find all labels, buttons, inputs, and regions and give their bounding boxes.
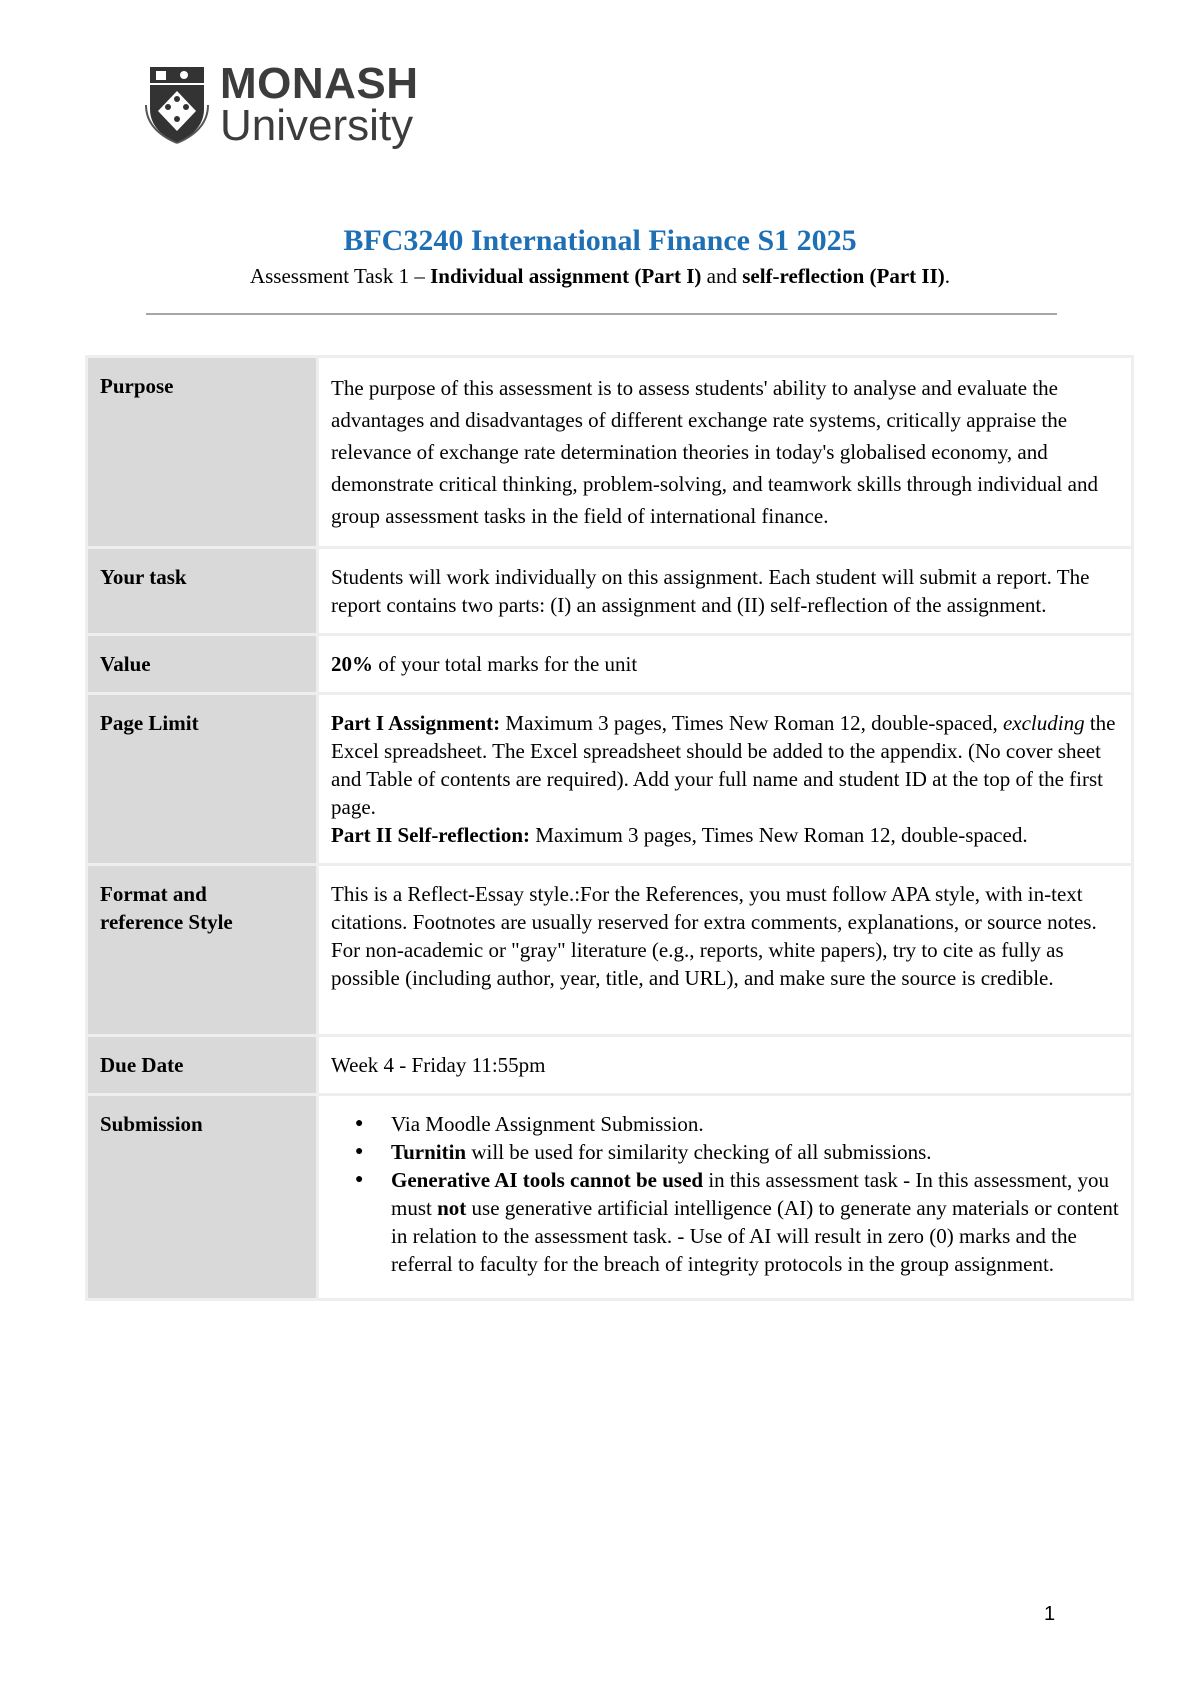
submission-bullet-1 [391, 1110, 1119, 1138]
monash-crest-icon [144, 65, 210, 145]
submission-label: Submission [88, 1096, 316, 1298]
logo-wordmark [220, 59, 419, 150]
part-1-text-b: the Excel spreadsheet. The Excel spreadsheet should be added to the appendix. (No cover sheet and Table of contents are required). Add your full name and student ID at the top of the first page. [331, 711, 1116, 819]
subtitle-end: . [944, 264, 951, 288]
your-task-value: Students will work individually on this assignment. Each student will submit a report. The report contains two parts: (I) an assignment and (II) self-reflection of the assignment. [319, 549, 1131, 633]
part-1-heading: Part I Assignment: [331, 711, 501, 735]
row-value [88, 636, 1131, 692]
page-limit-part-2 [331, 821, 1119, 849]
row-due-date [88, 1037, 1131, 1093]
part-2-text: Maximum 3 pages, Times New Roman 12, double-spaced. [530, 823, 1028, 847]
submission-list [331, 1110, 1119, 1278]
subtitle-prefix: Assessment Task 1 – [249, 264, 431, 288]
document-subtitle [0, 264, 1200, 289]
bullet-2-bold: Turnitin [391, 1140, 467, 1164]
bullet-3-text-b: use generative artificial intelligence (AI) to generate any materials or content in relation to the assessment task. - Use of AI will result in zero (0) marks and the referral to faculty for the breach of integrity protocols in the group assignment. [391, 1196, 1119, 1276]
row-page-limit [88, 695, 1131, 863]
due-date-value: Week 4 - Friday 11:55pm [319, 1037, 1131, 1093]
page-number: 1 [1044, 1603, 1056, 1625]
page-limit-part-1 [331, 709, 1119, 821]
purpose-label: Purpose [88, 358, 316, 546]
format-label-line-1: Format and [100, 882, 207, 906]
page-limit-label: Page Limit [88, 695, 316, 863]
logo-line-1: MONASH [220, 59, 419, 108]
bullet-3-bold: Generative AI tools cannot be used [391, 1168, 704, 1192]
subtitle-and: and [701, 264, 743, 288]
submission-value [319, 1096, 1131, 1298]
part-1-text-a: Maximum 3 pages, Times New Roman 12, double-spaced, [500, 711, 1003, 735]
bullet-3-text-a: in this assessment task - In this assessment, you must [391, 1168, 1110, 1220]
bullet-3-bold-not: not [437, 1196, 467, 1220]
value-value [319, 636, 1131, 692]
due-date-label: Due Date [88, 1037, 316, 1093]
subtitle-part-1: Individual assignment (Part I) [430, 264, 702, 288]
assessment-info-table [85, 355, 1134, 1301]
bullet-1-text: Via Moodle Assignment Submission. [391, 1112, 704, 1136]
monash-logo [144, 59, 419, 150]
submission-bullet-3 [391, 1166, 1119, 1278]
value-percent: 20% [331, 652, 373, 676]
value-text: of your total marks for the unit [373, 652, 638, 676]
format-label-line-2: reference Style [100, 910, 233, 934]
part-2-heading: Part II Self-reflection: [331, 823, 531, 847]
header-divider [146, 313, 1057, 315]
page-limit-value [319, 695, 1131, 863]
row-purpose [88, 358, 1131, 546]
row-submission [88, 1096, 1131, 1298]
logo-line-2: University [220, 101, 414, 150]
subtitle-part-2: self-reflection (Part II) [742, 264, 945, 288]
row-your-task [88, 549, 1131, 633]
document-title: BFC3240 International Finance S1 2025 [343, 224, 857, 257]
submission-bullet-2 [391, 1138, 1119, 1166]
bullet-2-text: will be used for similarity checking of all submissions. [466, 1140, 932, 1164]
purpose-value: The purpose of this assessment is to assess students' ability to analyse and evaluate the advantages and disadvantages of different exchange rate systems, critically appraise the relevance of exchange rate determination theories in today's globalised economy, and demonstrate critical thinking, problem-solving, and teamwork skills through individual and group assessment tasks in the field of international finance. [319, 358, 1131, 546]
part-1-italic: excluding [1002, 711, 1085, 735]
value-label: Value [88, 636, 316, 692]
your-task-label: Your task [88, 549, 316, 633]
format-value: This is a Reflect-Essay style.:For the References, you must follow APA style, with in-text citations. Footnotes are usually reserved for extra comments, explanations, or source notes. For non-academic or "gray" literature (e.g., reports, white papers), try to cite as fully as possible (including author, year, title, and URL), and make sure the source is credible. [319, 866, 1131, 1034]
row-format [88, 866, 1131, 1034]
format-label [88, 866, 316, 1034]
